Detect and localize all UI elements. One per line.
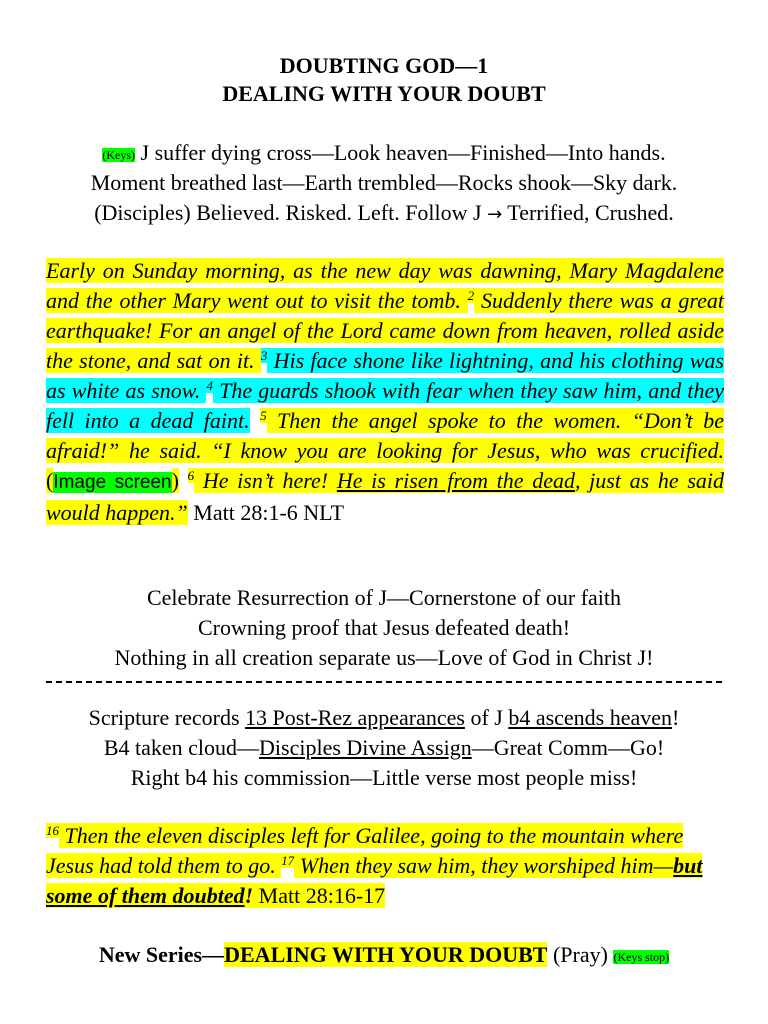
post-rez-appearances: 13 Post-Rez appearances	[245, 705, 465, 730]
scripture-passage-matthew-28-1-6	[46, 256, 724, 528]
passage-reference: Matt 28:1-6 NLT	[187, 500, 345, 525]
verse-5-text: Then the angel spoke to the women. “Don’t be afraid!” he said. “I know you are looking for Jesus, who was crucified.	[46, 408, 724, 463]
keys-stop-tag: (Keys stop)	[613, 949, 670, 964]
dashed-divider	[46, 681, 722, 683]
risen-phrase: He is risen from the dead	[336, 468, 575, 493]
scripture-line-1	[40, 703, 728, 733]
passage-2-reference: Matt 28:16-17	[253, 883, 386, 908]
ascends-heaven: b4 ascends heaven	[508, 705, 673, 730]
arrow-right-icon: →	[487, 204, 503, 225]
verse-number-3: 3	[260, 347, 268, 363]
verse-16-text: Then the eleven disciples left for Galilee, going to the mountain where Jesus had told them to go.	[46, 823, 684, 878]
verse-1-text: Early on Sunday morning, as the new day was dawning, Mary Magdalene and the other Mary went out to visit the tomb.	[46, 258, 724, 313]
paren-open: (	[46, 468, 54, 493]
verse-17-text: When they saw him, they worshiped him—	[294, 853, 674, 878]
celebrate-line-1: Celebrate Resurrection of J—Cornerstone of our faith	[146, 585, 622, 610]
verse-3-text: His face shone like lightning, and his clothing was as white as snow.	[46, 348, 724, 403]
intro-line-3-a: (Disciples) Believed. Risked. Left. Follow J	[94, 200, 488, 225]
image-screen-tag: Image screen	[53, 472, 172, 493]
intro-line-1-text: J suffer dying cross—Look heaven—Finished—Into hands.	[135, 140, 666, 165]
verse-number-16: 16	[46, 822, 59, 838]
verse-number-2: 2	[467, 287, 475, 303]
intro-line-1	[40, 138, 728, 170]
series-title: DEALING WITH YOUR DOUBT	[224, 942, 548, 967]
scripture-line-2-b: —Great Comm—Go!	[471, 735, 665, 760]
new-series-label: New Series—	[98, 942, 225, 967]
doubted-exclamation: !	[244, 883, 254, 908]
page-title: DOUBTING GOD—1	[279, 53, 489, 78]
page-subtitle: DEALING WITH YOUR DOUBT	[222, 81, 546, 106]
verse-6-text: He isn’t here!	[194, 468, 337, 493]
scripture-line-3: Right b4 his commission—Little verse most people miss!	[130, 765, 638, 790]
paren-close: )	[171, 468, 179, 493]
disciples-divine-assign: Disciples Divine Assign	[259, 735, 472, 760]
footer-line	[40, 940, 728, 972]
keys-tag: (Keys)	[102, 147, 136, 162]
verse-2-text: Suddenly there was a great earthquake! For an angel of the Lord came down from heaven, rolled aside the stone, and sat on it.	[46, 288, 724, 373]
verse-number-17: 17	[281, 852, 295, 868]
scripture-line-1-b: of J	[464, 705, 509, 730]
verse-number-4: 4	[206, 377, 213, 393]
pray-note: (Pray)	[547, 942, 614, 967]
intro-line-3	[40, 198, 728, 230]
verse-4-text: The guards shook with fear when they saw him, and they fell into a dead faint.	[46, 378, 724, 433]
scripture-line-2-a: B4 taken cloud—	[103, 735, 260, 760]
celebrate-line-2: Crowning proof that Jesus defeated death!	[197, 615, 571, 640]
intro-line-2: Moment breathed last—Earth trembled—Rocks shook—Sky dark.	[90, 170, 678, 195]
scripture-line-2	[40, 733, 728, 763]
scripture-line-1-c: !	[672, 705, 680, 730]
scripture-passage-matthew-28-16-17	[46, 821, 724, 911]
verse-number-5: 5	[260, 407, 267, 423]
doubted-phrase: but some of them doubted	[46, 853, 703, 908]
verse-6-end: , just as he said would happen.”	[46, 468, 724, 525]
scripture-line-1-a: Scripture records	[88, 705, 246, 730]
intro-line-3-b: Terrified, Crushed.	[502, 200, 674, 225]
verse-number-6: 6	[187, 467, 195, 483]
celebrate-line-3: Nothing in all creation separate us—Love of God in Christ J!	[114, 645, 654, 670]
